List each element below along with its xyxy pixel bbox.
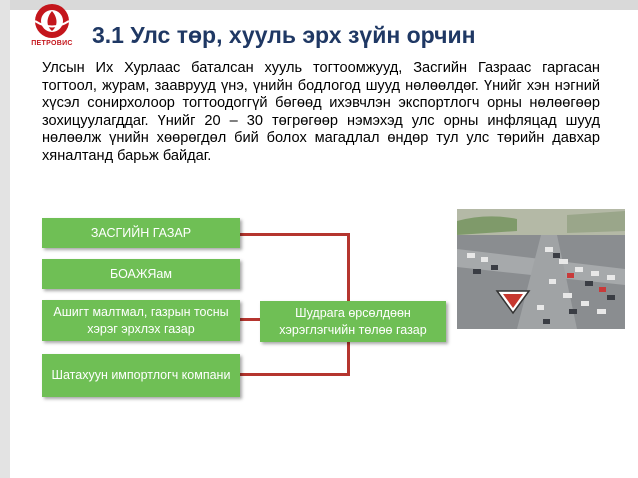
left-bar	[0, 0, 10, 478]
slide-title: 3.1 Улс төр, хууль эрх зүйн орчин	[92, 22, 476, 48]
node-fuel-importer: Шатахуун импортлогч компани	[42, 354, 240, 397]
body-paragraph: Улсын Их Хурлаас баталсан хууль тогтоомжууд, Засгийн Газраас гаргасан тогтоол, журам, зааврууд үнэ, үнийн бодлогод шууд нөлөөлдөг. Үнийг хэн нэгний хүсэл сонирхолоор тогтоодоггүй бөгөөд ихэвчлэн экспортлогч орны нөлөөгөөр зохицуулагддаг. Үнийг 20 – 30 төгрөгөөр нэмэхэд улс орны инфляцад шууд нөлөөлж үнийн хөөрөгдөл бий болох магадлал өндөр тул улс төрийн давхар хяналтанд барьж байдаг.	[42, 60, 600, 164]
top-bar	[0, 0, 638, 10]
connector-right-lower	[347, 342, 350, 376]
connector-middle	[240, 318, 260, 321]
connector-bottom	[240, 373, 350, 376]
node-government: ЗАСГИЙН ГАЗАР	[42, 218, 240, 248]
logo-text: ПЕТРОВИС	[31, 40, 73, 47]
node-boajy: БОАЖЯам	[42, 259, 240, 289]
connector-right	[347, 233, 350, 303]
node-fair-competition: Шудрага өрсөлдөөн хэрэглэгчийн төлөө газар	[260, 301, 446, 342]
traffic-photo	[457, 209, 625, 329]
connector-top	[240, 233, 350, 236]
node-mineral-authority: Ашигт малтмал, газрын тосны хэрэг эрхлэх газар	[42, 300, 240, 341]
